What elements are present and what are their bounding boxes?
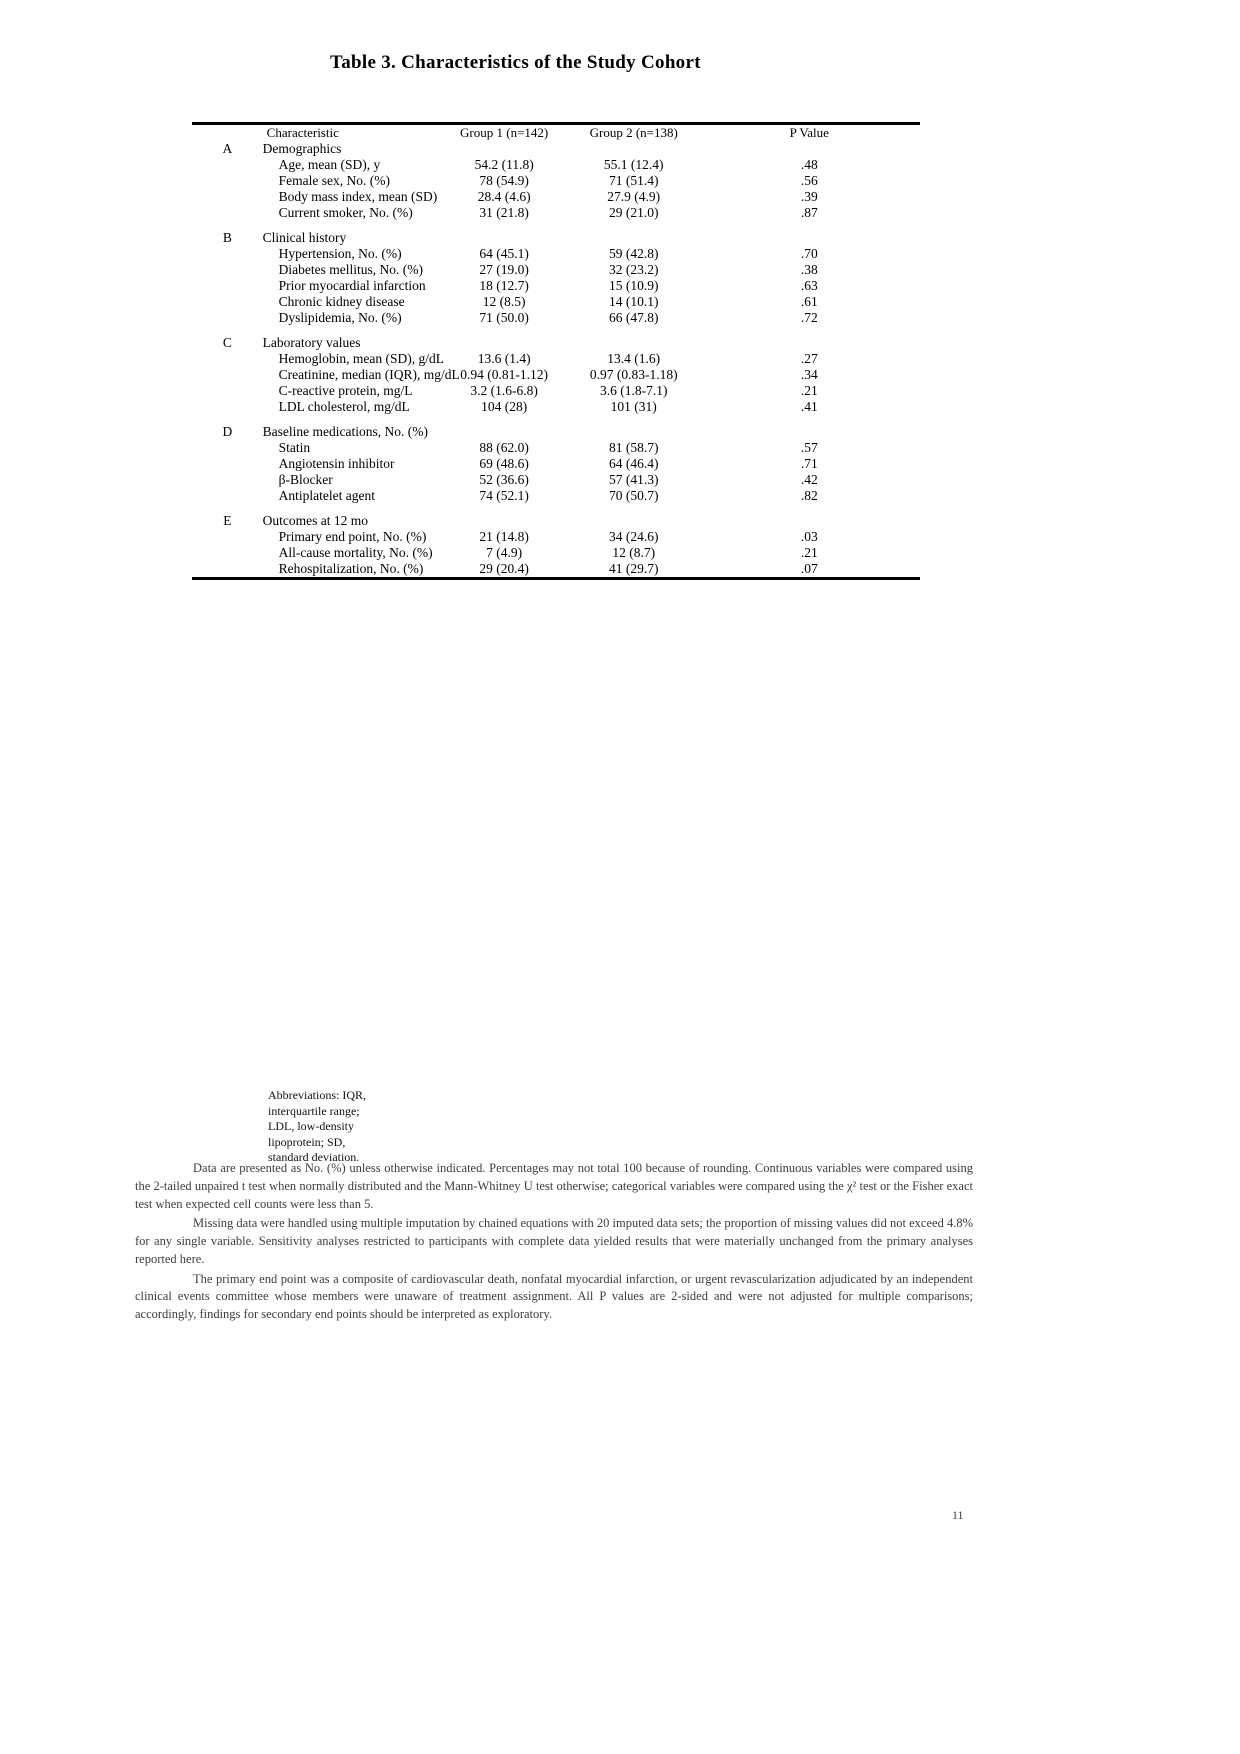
- row-label: β-Blocker: [278, 472, 333, 487]
- row-value: 31 (21.8): [479, 205, 529, 220]
- row-value: 12 (8.5): [482, 294, 526, 309]
- row-value: 88 (62.0): [479, 440, 529, 455]
- section-heading: Demographics: [262, 141, 342, 156]
- section-heading-spacer: [699, 335, 920, 351]
- section-group-label: B: [222, 230, 232, 245]
- page-number: 11: [952, 1508, 964, 1522]
- row-label: C-reactive protein, mg/L: [278, 383, 413, 398]
- row-value: 57 (41.3): [608, 472, 659, 487]
- table-row: [192, 246, 920, 262]
- row-value: 71 (50.0): [479, 310, 529, 325]
- table-row: [192, 310, 920, 326]
- row-p-value: .27: [800, 351, 818, 366]
- row-label: Female sex, No. (%): [278, 173, 391, 188]
- row-label: Statin: [278, 440, 311, 455]
- row-label: Hemoglobin, mean (SD), g/dL: [278, 351, 445, 366]
- section-heading-spacer: [439, 141, 569, 157]
- row-value: 15 (10.9): [608, 278, 659, 293]
- row-label: Primary end point, No. (%): [278, 529, 427, 544]
- table-section-header-row: [192, 424, 920, 440]
- row-label: Rehospitalization, No. (%): [278, 561, 424, 576]
- row-p-value: .56: [800, 173, 818, 188]
- row-value: 101 (31): [610, 399, 657, 414]
- section-heading: Laboratory values: [262, 335, 361, 350]
- row-value: 81 (58.7): [608, 440, 659, 455]
- row-p-value: .72: [800, 310, 818, 325]
- table-section-spacer: [192, 504, 920, 513]
- table-row: [192, 383, 920, 399]
- row-value: 13.6 (1.4): [477, 351, 531, 366]
- row-value: 104 (28): [481, 399, 528, 414]
- table-row: [192, 189, 920, 205]
- row-value: 0.94 (0.81-1.12): [460, 367, 549, 382]
- table-bottom-rule: [192, 577, 920, 580]
- row-value: 14 (10.1): [608, 294, 659, 309]
- table-row: [192, 488, 920, 504]
- row-value: 64 (46.4): [608, 456, 659, 471]
- section-group-label: D: [222, 424, 233, 439]
- table-section-header-row: [192, 335, 920, 351]
- section-heading-spacer: [439, 513, 569, 529]
- row-value: 66 (47.8): [608, 310, 659, 325]
- table-section-header-row: [192, 230, 920, 246]
- row-p-value: .03: [800, 529, 818, 544]
- footnote-2: Missing data were handled using multiple imputation by chained equations with 20 imputed data sets; the proportion of missing values did not exceed 4.8% for any single variable. Sensitivity analyses restricted to participants with complete data yielded results that were materially unchanged from the primary analyses reported here.: [135, 1216, 973, 1266]
- row-value: 18 (12.7): [479, 278, 529, 293]
- row-value: 55.1 (12.4): [603, 157, 664, 172]
- row-p-value: .48: [800, 157, 818, 172]
- row-label: Hypertension, No. (%): [278, 246, 402, 261]
- row-p-value: .87: [800, 205, 818, 220]
- row-value: 0.97 (0.83-1.18): [589, 367, 678, 382]
- section-heading-spacer: [439, 424, 569, 440]
- row-value: 70 (50.7): [608, 488, 659, 503]
- section-heading: Outcomes at 12 mo: [262, 513, 369, 528]
- row-value: 34 (24.6): [608, 529, 659, 544]
- row-p-value: .63: [800, 278, 818, 293]
- table-row: [192, 351, 920, 367]
- table-section-spacer: [192, 326, 920, 335]
- row-value: 41 (29.7): [608, 561, 659, 576]
- section-heading-spacer: [569, 513, 699, 529]
- section-group-label: A: [222, 141, 233, 156]
- table-row: [192, 262, 920, 278]
- column-header: Characteristic: [266, 125, 339, 140]
- row-value: 3.6 (1.8-7.1): [599, 383, 668, 398]
- table-section-header-row: [192, 513, 920, 529]
- section-heading-spacer: [569, 230, 699, 246]
- table-header-row: [192, 125, 920, 141]
- section-heading: Baseline medications, No. (%): [262, 424, 429, 439]
- table-row: [192, 529, 920, 545]
- table-section-spacer: [192, 221, 920, 230]
- row-label: Antiplatelet agent: [278, 488, 376, 503]
- row-p-value: .70: [800, 246, 818, 261]
- row-label: Current smoker, No. (%): [278, 205, 413, 220]
- row-label: Body mass index, mean (SD): [278, 189, 438, 204]
- row-p-value: .38: [800, 262, 818, 277]
- table-row: [192, 472, 920, 488]
- row-label: Angiotensin inhibitor: [278, 456, 395, 471]
- row-p-value: .57: [800, 440, 818, 455]
- data-table-container: [192, 122, 920, 580]
- row-label: Dyslipidemia, No. (%): [278, 310, 402, 325]
- table-row: [192, 440, 920, 456]
- section-heading-spacer: [699, 141, 920, 157]
- row-label: LDL cholesterol, mg/dL: [278, 399, 410, 414]
- row-p-value: .71: [800, 456, 818, 471]
- table-row: [192, 278, 920, 294]
- table-abbreviations: Abbreviations: IQR, interquartile range; LDL, low-density lipoprotein; SD, standard deviation.: [268, 1088, 366, 1165]
- section-group-label: C: [222, 335, 232, 350]
- section-heading-spacer: [439, 230, 569, 246]
- row-label: All-cause mortality, No. (%): [278, 545, 433, 560]
- row-value: 13.4 (1.6): [607, 351, 661, 366]
- row-value: 54.2 (11.8): [474, 157, 534, 172]
- table-row: [192, 561, 920, 577]
- column-header: Group 2 (n=138): [589, 125, 678, 140]
- row-label: Chronic kidney disease: [278, 294, 405, 309]
- row-p-value: .61: [800, 294, 818, 309]
- row-p-value: .07: [800, 561, 818, 576]
- row-p-value: .34: [800, 367, 818, 382]
- section-heading-spacer: [699, 230, 920, 246]
- row-label: Prior myocardial infarction: [278, 278, 426, 293]
- row-value: 3.2 (1.6-6.8): [470, 383, 538, 398]
- section-heading: Clinical history: [262, 230, 347, 245]
- row-value: 52 (36.6): [479, 472, 529, 487]
- table-row: [192, 456, 920, 472]
- row-value: 32 (23.2): [608, 262, 659, 277]
- table-row: [192, 294, 920, 310]
- table-row: [192, 205, 920, 221]
- section-heading-spacer: [699, 424, 920, 440]
- section-heading-spacer: [569, 335, 699, 351]
- section-heading-spacer: [569, 424, 699, 440]
- table-row: [192, 545, 920, 561]
- section-heading-spacer: [569, 141, 699, 157]
- footnotes-block: [135, 1160, 973, 1326]
- characteristics-table: [192, 125, 920, 577]
- row-value: 21 (14.8): [479, 529, 529, 544]
- row-value: 69 (48.6): [479, 456, 529, 471]
- row-value: 28.4 (4.6): [477, 189, 531, 204]
- row-value: 12 (8.7): [612, 545, 656, 560]
- row-p-value: .42: [800, 472, 818, 487]
- row-label: Diabetes mellitus, No. (%): [278, 262, 424, 277]
- table-row: [192, 157, 920, 173]
- table-row: [192, 367, 920, 383]
- row-p-value: .41: [800, 399, 818, 414]
- row-value: 59 (42.8): [608, 246, 659, 261]
- column-header: P Value: [789, 125, 829, 140]
- column-header: [192, 125, 263, 141]
- footnote-1: Data are presented as No. (%) unless otherwise indicated. Percentages may not total 100 because of rounding. Continuous variables were compared using the 2-tailed unpaired t test when normally distributed and the Mann-Whitney U test otherwise; categorical variables were compared using the χ² test or the Fisher exact test when expected cell counts were less than 5.: [135, 1161, 973, 1211]
- row-p-value: .21: [800, 545, 818, 560]
- page-title: Table 3. Characteristics of the Study Cohort: [330, 52, 701, 73]
- row-value: 78 (54.9): [479, 173, 529, 188]
- row-value: 29 (20.4): [479, 561, 529, 576]
- column-header: Group 1 (n=142): [460, 125, 549, 140]
- table-section-header-row: [192, 141, 920, 157]
- row-label: Creatinine, median (IQR), mg/dL: [278, 367, 460, 382]
- row-p-value: .21: [800, 383, 818, 398]
- table-row: [192, 399, 920, 415]
- row-p-value: .39: [800, 189, 818, 204]
- row-value: 29 (21.0): [608, 205, 659, 220]
- row-value: 64 (45.1): [479, 246, 529, 261]
- row-label: Age, mean (SD), y: [278, 157, 381, 172]
- row-value: 27 (19.0): [479, 262, 529, 277]
- section-heading-spacer: [699, 513, 920, 529]
- table-row: [192, 173, 920, 189]
- row-p-value: .82: [800, 488, 818, 503]
- table-section-spacer: [192, 415, 920, 424]
- section-group-label: E: [223, 513, 232, 528]
- footnote-3: The primary end point was a composite of cardiovascular death, nonfatal myocardial infarction, or urgent revascularization adjudicated by an independent clinical events committee whose members were unaware of treatment assignment. All P values are 2-sided and were not adjusted for multiple comparisons; accordingly, findings for secondary end points should be interpreted as exploratory.: [135, 1271, 973, 1321]
- row-value: 7 (4.9): [486, 545, 523, 560]
- row-value: 74 (52.1): [479, 488, 529, 503]
- section-heading-spacer: [439, 335, 569, 351]
- row-value: 71 (51.4): [608, 173, 659, 188]
- row-value: 27.9 (4.9): [607, 189, 661, 204]
